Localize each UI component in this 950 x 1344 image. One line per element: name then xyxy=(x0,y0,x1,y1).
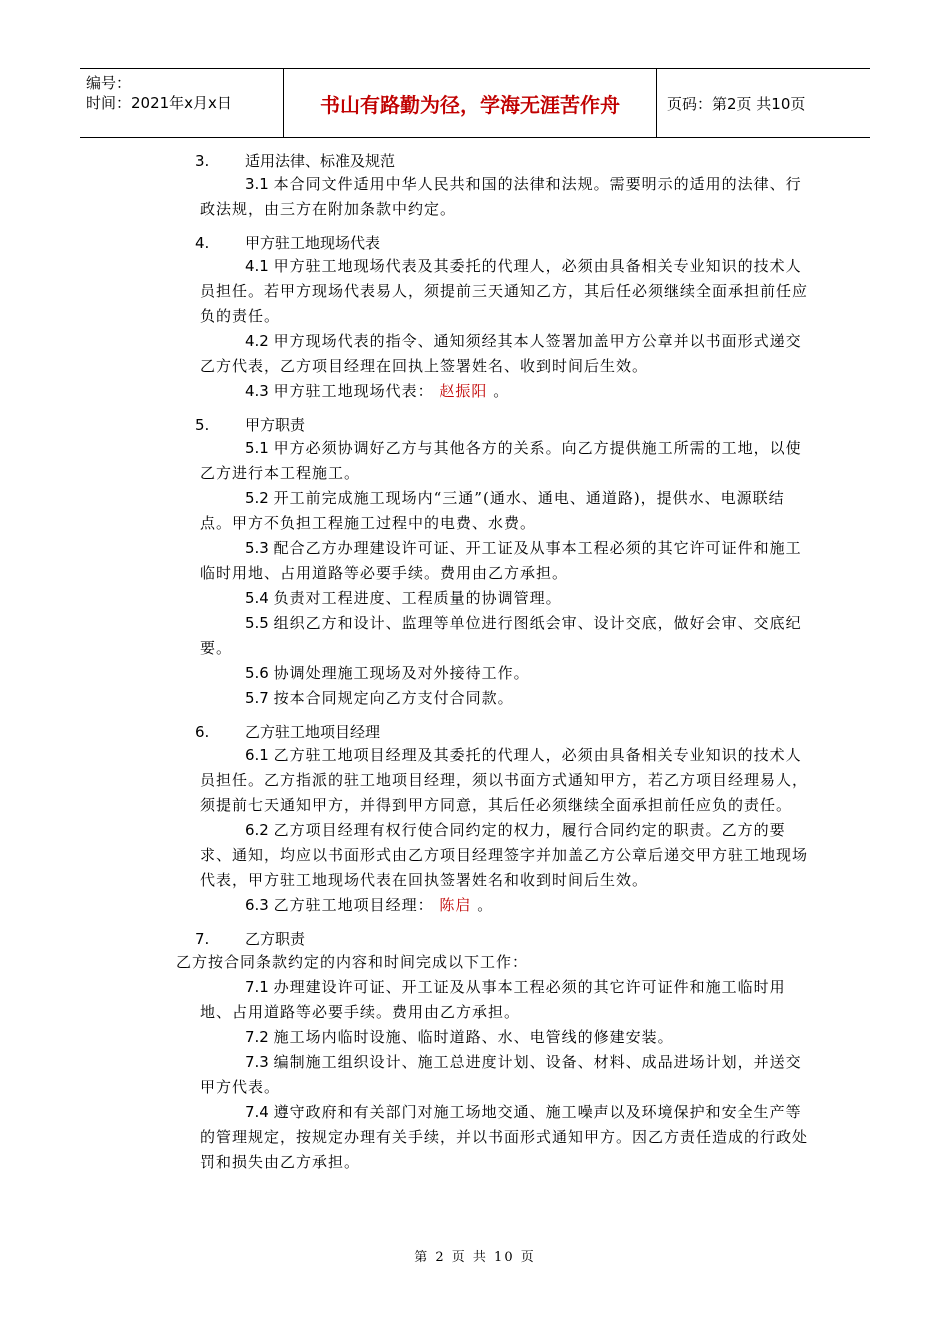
section-number: 4. xyxy=(195,234,210,252)
clause-number: 4.1 xyxy=(245,257,274,275)
section-block xyxy=(195,232,815,254)
section-title xyxy=(195,414,815,436)
clause-text: 甲方现场代表的指令、通知须经其本人签署加盖甲方公章并以书面形式递交乙方代表，乙方项目经理在回执上签署姓名、收到时间后生效。 xyxy=(200,332,802,375)
clause-number: 5.5 xyxy=(245,614,274,632)
clause-paragraph xyxy=(200,329,815,379)
section-title xyxy=(195,150,815,172)
filled-name: 赵振阳 xyxy=(433,382,494,400)
section-block xyxy=(195,414,815,436)
clause-text: 本合同文件适用中华人民共和国的法律和法规。需要明示的适用的法律、行政法规，由三方在附加条款中约定。 xyxy=(200,175,802,218)
clause-text: 编制施工组织设计、施工总进度计划、设备、材料、成品进场计划，并送交甲方代表。 xyxy=(200,1053,802,1096)
clause-paragraph xyxy=(200,486,815,536)
clause-number: 6.3 xyxy=(245,896,274,914)
clause-text: 办理建设许可证、开工证及从事本工程必须的其它许可证件和施工临时用地、占用道路等必要手续。费用由乙方承担。 xyxy=(200,978,786,1021)
clause-number: 7.4 xyxy=(245,1103,274,1121)
document-body xyxy=(0,150,950,1175)
clause-number: 5.3 xyxy=(245,539,274,557)
clause-text: 甲方驻工地现场代表： xyxy=(273,382,434,400)
section xyxy=(0,150,950,222)
clause-text: 施工场内临时设施、临时道路、水、电管线的修建安装。 xyxy=(273,1028,674,1046)
section-heading: 乙方驻工地项目经理 xyxy=(245,723,381,741)
section-number: 7. xyxy=(195,930,210,948)
clause-paragraph xyxy=(200,686,815,711)
clause-number: 5.2 xyxy=(245,489,274,507)
clause-text: 开工前完成施工现场内“三通”(通水、通电、通道路)，提供水、电源联结点。甲方不负担工程施工过程中的电费、水费。 xyxy=(200,489,785,532)
clause-number: 5.1 xyxy=(245,439,274,457)
section-number: 3. xyxy=(195,152,210,170)
clause-text: 遵守政府和有关部门对施工场地交通、施工噪声以及环境保护和安全生产等的管理规定，按规定办理有关手续，并以书面形式通知甲方。因乙方责任造成的行政处罚和损失由乙方承担。 xyxy=(200,1103,809,1171)
header-motto: 书山有路勤为径，学海无涯苦作舟 xyxy=(284,69,657,137)
clause-number: 3.1 xyxy=(245,175,274,193)
section-title xyxy=(195,232,815,254)
filled-name: 陈启 xyxy=(433,896,478,914)
section-paragraphs xyxy=(195,436,815,711)
clause-number: 7.2 xyxy=(245,1028,274,1046)
serial-number-label: 编号： xyxy=(86,74,132,92)
header-page-code: 页码：第2页 共10页 xyxy=(667,94,806,113)
clause-paragraph xyxy=(200,536,815,586)
clause-number: 5.6 xyxy=(245,664,274,682)
section-number: 5. xyxy=(195,416,210,434)
clause-number: 4.2 xyxy=(245,332,274,350)
clause-text: 甲方必须协调好乙方与其他各方的关系。向乙方提供施工所需的工地，以使乙方进行本工程施工。 xyxy=(200,439,802,482)
clause-end: 。 xyxy=(493,382,510,400)
clause-text: 乙方驻工地项目经理： xyxy=(273,896,434,914)
clause-paragraph xyxy=(200,893,815,918)
clause-paragraph xyxy=(200,975,815,1025)
section-heading: 适用法律、标准及规范 xyxy=(245,152,396,170)
section-paragraphs xyxy=(195,743,815,918)
section-heading: 甲方职责 xyxy=(245,416,306,434)
clause-paragraph xyxy=(200,379,815,404)
section xyxy=(0,414,950,711)
clause-text: 甲方驻工地现场代表及其委托的代理人，必须由具备相关专业知识的技术人员担任。若甲方现场代表易人，须提前三天通知乙方，其后任必须继续全面承担前任应负的责任。 xyxy=(200,257,809,325)
clause-text: 负责对工程进度、工程质量的协调管理。 xyxy=(273,589,562,607)
clause-end: 。 xyxy=(477,896,494,914)
clause-paragraph xyxy=(200,611,815,661)
clause-paragraph xyxy=(200,1025,815,1050)
clause-text: 乙方项目经理有权行使合同约定的权力，履行合同约定的职责。乙方的要求、通知，均应以书面形式由乙方项目经理签字并加盖乙方公章后递交甲方驻工地现场代表，甲方驻工地现场代表在回执签署姓名和收到时间后生效。 xyxy=(200,821,809,889)
clause-paragraph xyxy=(200,661,815,686)
clause-number: 5.4 xyxy=(245,589,274,607)
clause-text: 协调处理施工现场及对外接待工作。 xyxy=(273,664,530,682)
section-heading: 甲方驻工地现场代表 xyxy=(245,234,381,252)
clause-paragraph xyxy=(200,254,815,329)
header-meta xyxy=(80,69,284,137)
section-paragraphs xyxy=(195,254,815,404)
section-block xyxy=(195,150,815,172)
section-title xyxy=(195,721,815,743)
clause-paragraph xyxy=(200,436,815,486)
clause-number: 6.1 xyxy=(245,746,274,764)
clause-number: 4.3 xyxy=(245,382,274,400)
clause-paragraph xyxy=(200,1100,815,1175)
section-block xyxy=(195,721,815,743)
clause-number: 6.2 xyxy=(245,821,274,839)
section-title xyxy=(195,928,815,950)
clause-paragraph xyxy=(200,172,815,222)
section-paragraphs xyxy=(195,172,815,222)
section-paragraphs xyxy=(195,975,815,1175)
clause-number: 7.1 xyxy=(245,978,274,996)
clause-paragraph xyxy=(200,743,815,818)
clause-number: 7.3 xyxy=(245,1053,274,1071)
clause-text: 按本合同规定向乙方支付合同款。 xyxy=(273,689,514,707)
clause-text: 组织乙方和设计、监理等单位进行图纸会审、设计交底，做好会审、交底纪要。 xyxy=(200,614,802,657)
clause-paragraph xyxy=(200,586,815,611)
page-header xyxy=(80,68,870,138)
clause-paragraph xyxy=(200,1050,815,1100)
section xyxy=(0,721,950,918)
clause-paragraph xyxy=(200,818,815,893)
section-number: 6. xyxy=(195,723,210,741)
page-footer: 第 2 页 共 10 页 xyxy=(414,1250,536,1265)
time-label: 时间：2021年x月x日 xyxy=(86,94,232,112)
section xyxy=(0,232,950,404)
clause-number: 5.7 xyxy=(245,689,274,707)
section-block xyxy=(195,928,815,950)
section xyxy=(0,928,950,1175)
section-intro: 乙方按合同条款约定的内容和时间完成以下工作： xyxy=(176,953,529,971)
clause-text: 配合乙方办理建设许可证、开工证及从事本工程必须的其它许可证件和施工临时用地、占用道路等必要手续。费用由乙方承担。 xyxy=(200,539,802,582)
clause-text: 乙方驻工地项目经理及其委托的代理人，必须由具备相关专业知识的技术人员担任。乙方指派的驻工地项目经理，须以书面方式通知甲方，若乙方项目经理易人，须提前七天通知甲方，并得到甲方同意，其后任必须继续全面承担前任应负的责任。 xyxy=(200,746,809,814)
section-heading: 乙方职责 xyxy=(245,930,306,948)
